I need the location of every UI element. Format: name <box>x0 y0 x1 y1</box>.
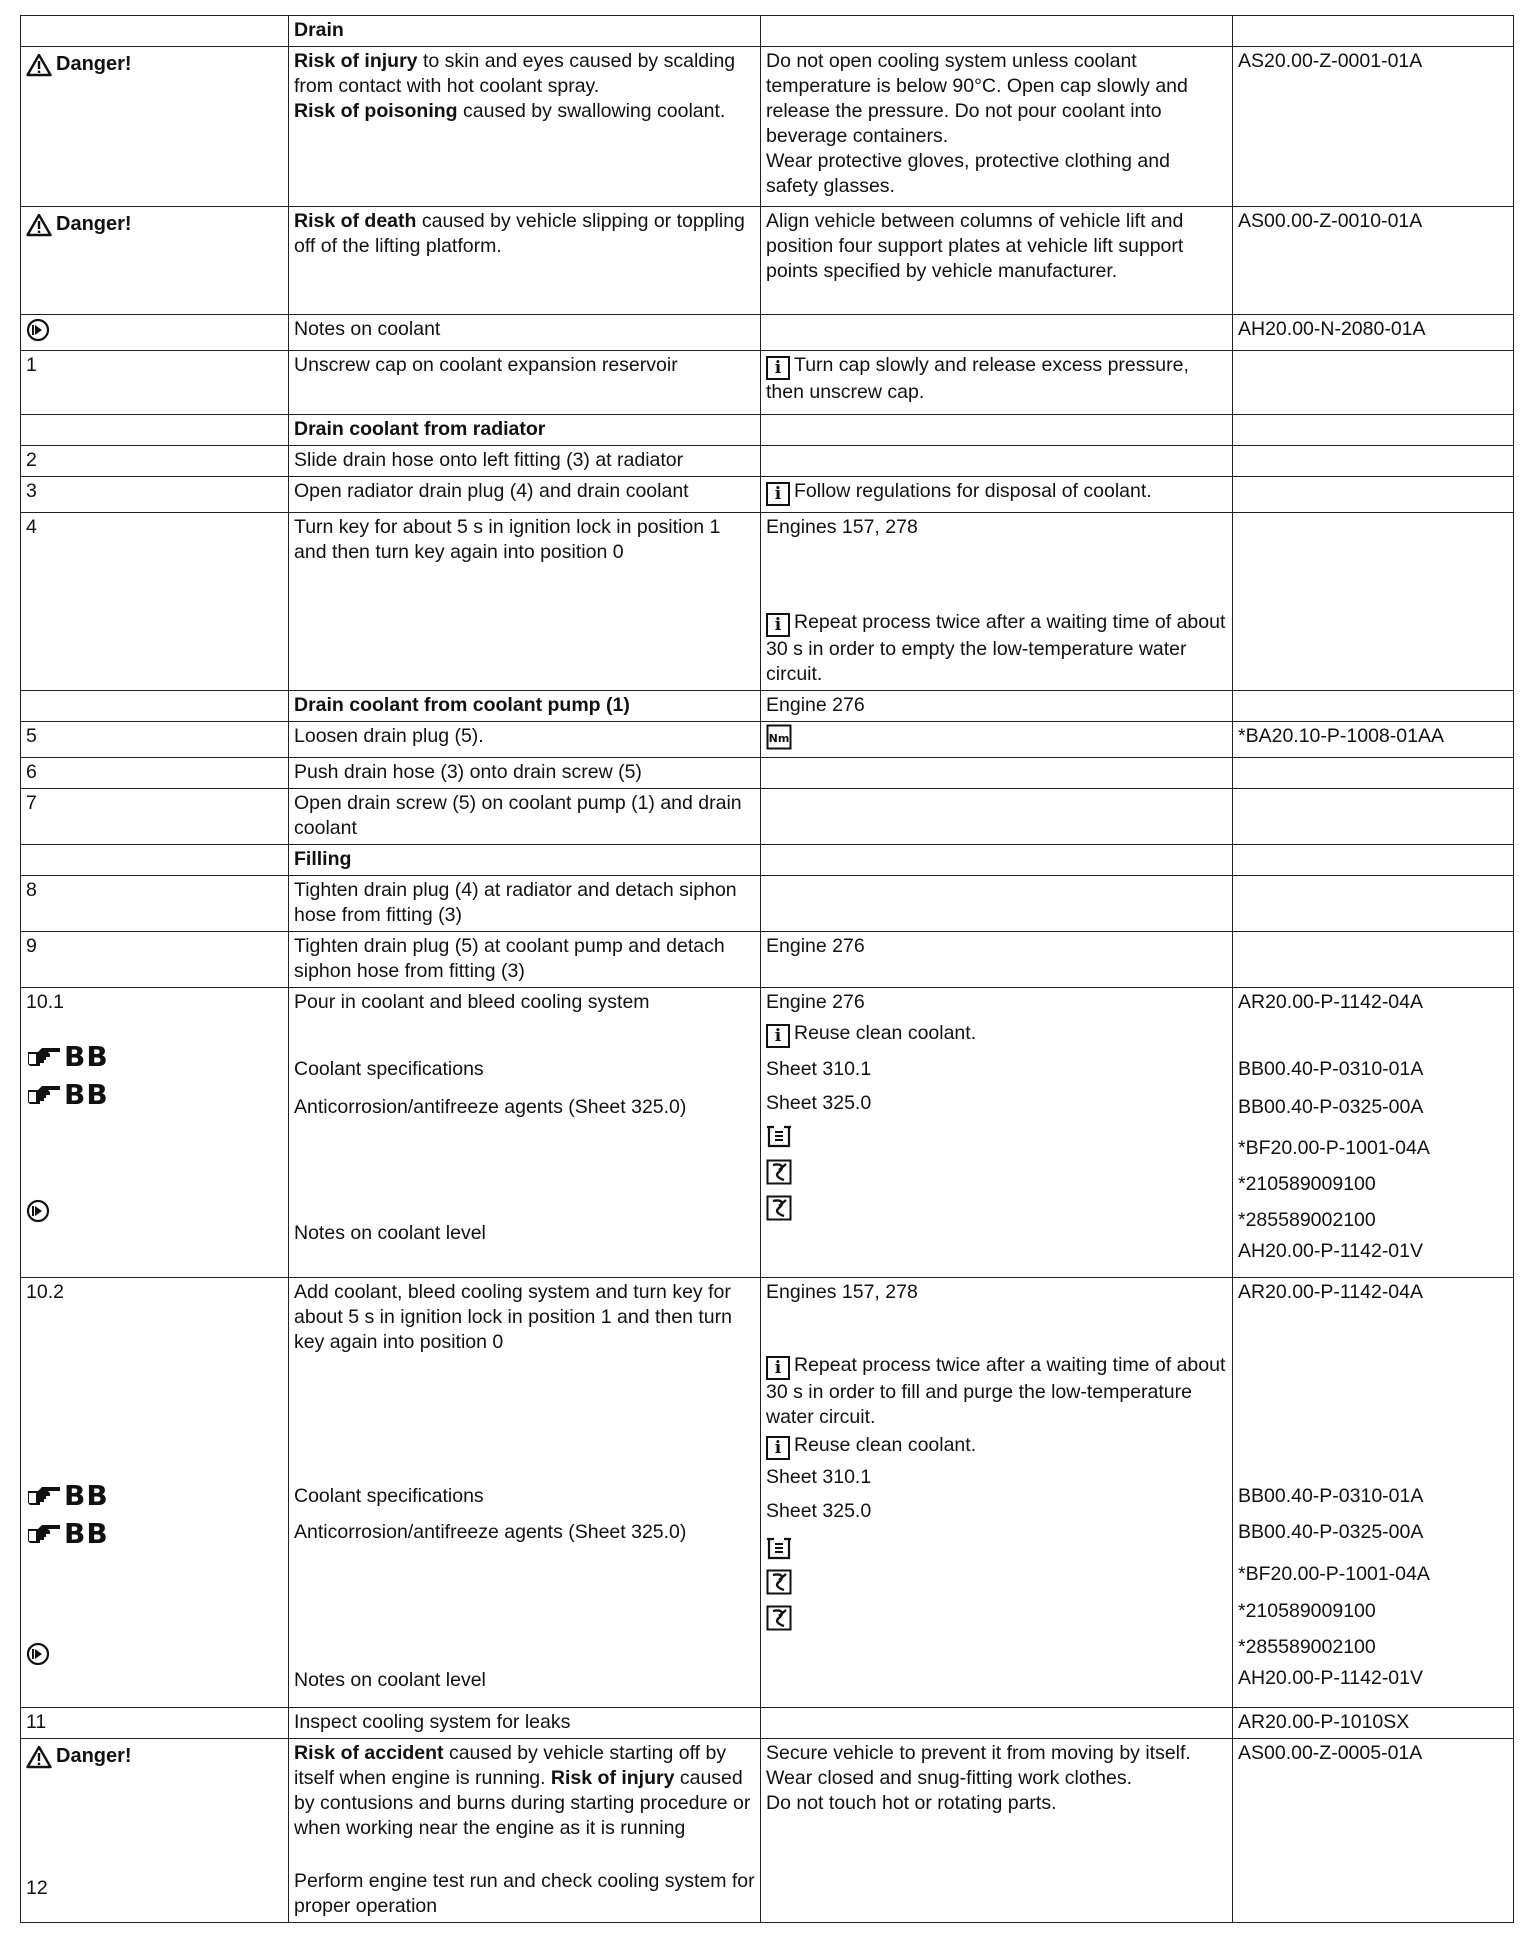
procedure-document <box>20 15 1513 1923</box>
ref-link[interactable]: AH20.00-N-2080-01A <box>1238 318 1426 340</box>
step-number: 2 <box>26 449 37 471</box>
bb-reference[interactable]: BB <box>26 1040 109 1074</box>
ref-link[interactable]: *BF20.00-P-1001-04A <box>1238 1137 1430 1159</box>
section-heading: Filling <box>289 845 761 876</box>
fluid-container-icon <box>766 1535 792 1561</box>
procedure-table <box>20 15 1514 1923</box>
ref-link[interactable]: *BF20.00-P-1001-04A <box>1238 1563 1430 1585</box>
bb-reference[interactable]: BB <box>26 1517 109 1551</box>
table-row: 9 Tighten drain plug (5) at coolant pump and detach siphon hose from fitting (3) Engine 276 <box>21 932 1514 988</box>
warning-triangle-icon <box>26 53 52 77</box>
special-tool-icon <box>766 1195 792 1221</box>
danger-label: Danger! <box>26 52 132 77</box>
pointing-hand-icon <box>26 1483 62 1509</box>
table-row: 6 Push drain hose (3) onto drain screw (5) <box>21 758 1514 789</box>
step-number: 7 <box>26 792 37 814</box>
notes-arrow-icon <box>26 318 50 342</box>
step-number: 3 <box>26 480 37 502</box>
table-row <box>21 415 1514 446</box>
step-number: 4 <box>26 516 37 538</box>
table-row: Notes on coolant AH20.00-N-2080-01A <box>21 315 1514 351</box>
ref-link[interactable]: AS00.00-Z-0005-01A <box>1238 1742 1423 1764</box>
step-number: 9 <box>26 935 37 957</box>
ref-link[interactable]: BB00.40-P-0325-00A <box>1238 1521 1424 1543</box>
pointing-hand-icon <box>26 1521 62 1547</box>
table-row: Danger! Risk of injury to skin and eyes caused by scalding from contact with hot coolant spray. Risk of poisoning caused by swallowing coolant. Do not open cooling system unless coolant temperature is below 90°C. Open cap slowly and release the pressure. Do not pour coolant into beverage containers. Wear protective gloves, protective clothing and safety glasses. AS20.00-Z-0001-01A <box>21 47 1514 207</box>
bb-reference[interactable]: BB <box>26 1078 109 1112</box>
ref-link[interactable]: *210589009100 <box>1238 1600 1376 1622</box>
danger-label: Danger! <box>26 1744 132 1769</box>
info-icon: i <box>766 1356 790 1380</box>
notes-arrow-icon <box>26 1642 50 1666</box>
bb-reference[interactable]: BB <box>26 1479 109 1513</box>
special-tool-icon <box>766 1569 792 1595</box>
step-number: 10.1 <box>26 991 64 1013</box>
section-heading: Drain <box>289 16 761 47</box>
table-row: 10.2 BB BB Add coolant, bleed cooling system and turn key for about 5 s in ignition lock in position 1 and then turn key again into position 0 Coolant specifications Anticorrosion/antifreeze agents (Sheet 325.0) Notes on coolant level Engines 157, 278 i Repeat process twice after a waiting time of about 30 s in order to fill and purge the low-temperature water circuit. i Reuse clean coolant. Sheet 310.1 Sheet 325.0 AR20.00-P-1142-04A BB00.40-P-0310-01A BB00.40-P-0325-00A *BF20.00-P-1001-04A *210589009100 *285589002100 AH20.00-P-1142-01V <box>21 1278 1514 1708</box>
special-tool-icon <box>766 1159 792 1185</box>
step-number: 6 <box>26 761 37 783</box>
danger-label: Danger! <box>26 212 132 237</box>
step-number: 12 <box>26 1876 48 1899</box>
pointing-hand-icon <box>26 1082 62 1108</box>
table-row: 4 Turn key for about 5 s in ignition lock in position 1 and then turn key again into position 0 Engines 157, 278 i Repeat process twice after a waiting time of about 30 s in order to empty the low-temperature water circuit. <box>21 513 1514 691</box>
ref-link[interactable]: BB00.40-P-0310-01A <box>1238 1485 1424 1507</box>
ref-link[interactable]: BB00.40-P-0325-00A <box>1238 1096 1424 1118</box>
step-number: 1 <box>26 354 37 376</box>
ref-link[interactable]: AR20.00-P-1142-04A <box>1238 991 1424 1013</box>
ref-link[interactable]: *285589002100 <box>1238 1209 1376 1231</box>
notes-arrow-icon <box>26 1199 50 1223</box>
section-heading: Drain coolant from coolant pump (1) <box>289 691 761 722</box>
ref-link[interactable]: *210589009100 <box>1238 1173 1376 1195</box>
special-tool-icon <box>766 1605 792 1631</box>
info-icon: i <box>766 356 790 380</box>
ref-link[interactable]: AS20.00-Z-0001-01A <box>1238 50 1423 72</box>
table-row <box>21 16 1514 47</box>
table-row: 3 Open radiator drain plug (4) and drain coolant i Follow regulations for disposal of coolant. <box>21 477 1514 513</box>
table-row: 11 Inspect cooling system for leaks AR20.00-P-1010SX <box>21 1708 1514 1739</box>
ref-link[interactable]: AH20.00-P-1142-01V <box>1238 1667 1424 1689</box>
ref-link[interactable]: AR20.00-P-1142-04A <box>1238 1281 1424 1303</box>
table-row: 8 Tighten drain plug (4) at radiator and detach siphon hose from fitting (3) <box>21 876 1514 932</box>
ref-link[interactable]: *285589002100 <box>1238 1636 1376 1658</box>
table-row: 7 Open drain screw (5) on coolant pump (1) and drain coolant <box>21 789 1514 845</box>
svg-text:Nm: Nm <box>768 732 790 745</box>
pointing-hand-icon <box>26 1044 62 1070</box>
ref-link[interactable]: *BA20.10-P-1008-01AA <box>1238 725 1444 747</box>
info-icon: i <box>766 482 790 506</box>
ref-link[interactable]: AS00.00-Z-0010-01A <box>1238 210 1423 232</box>
table-row: 5 Loosen drain plug (5). Nm *BA20.10-P-1008-01AA <box>21 722 1514 758</box>
step-number: 10.2 <box>26 1281 64 1303</box>
info-icon: i <box>766 1024 790 1048</box>
step-number: 5 <box>26 725 37 747</box>
section-heading: Drain coolant from radiator <box>289 415 761 446</box>
ref-link[interactable]: AH20.00-P-1142-01V <box>1238 1240 1424 1262</box>
torque-icon <box>766 724 792 750</box>
info-icon: i <box>766 613 790 637</box>
step-number: 11 <box>26 1711 47 1733</box>
table-row: Danger! Risk of death caused by vehicle slipping or toppling off of the lifting platform. Align vehicle between columns of vehicle lift and position four support plates at vehicle lift support points specified by vehicle manufacturer. AS00.00-Z-0010-01A <box>21 207 1514 315</box>
ref-link[interactable]: BB00.40-P-0310-01A <box>1238 1058 1424 1080</box>
fluid-container-icon <box>766 1123 792 1149</box>
table-row: Drain coolant from coolant pump (1) Engine 276 <box>21 691 1514 722</box>
ref-link[interactable]: AR20.00-P-1010SX <box>1238 1711 1410 1733</box>
step-number: 8 <box>26 879 37 901</box>
table-row <box>21 845 1514 876</box>
warning-triangle-icon <box>26 213 52 237</box>
warning-triangle-icon <box>26 1745 52 1769</box>
table-row: 2 Slide drain hose onto left fitting (3) at radiator <box>21 446 1514 477</box>
table-row: 10.1 BB BB Pour in coolant and bleed cooling system Coolant specifications Anticorrosion/antifreeze agents (Sheet 325.0) Notes on coolant level Engine 276 i Reuse clean coolant. Sheet 310.1 Sheet 325.0 AR20.00-P-1142-04A BB00.40-P-0310-01A BB00.40-P-0325-00A *BF20.00-P-1001-04A *210589009100 *285589002100 AH20.00-P-1142-01V <box>21 988 1514 1278</box>
table-row: 1 Unscrew cap on coolant expansion reservoir i Turn cap slowly and release excess pressure, then unscrew cap. <box>21 351 1514 415</box>
table-row: Danger! 12 Risk of accident caused by vehicle starting off by itself when engine is running. Risk of injury caused by contusions and burns during starting procedure or when working near the engine as it is running Perform engine test run and check cooling system for proper operation Secure vehicle to prevent it from moving by itself. Wear closed and snug-fitting work clothes. Do not touch hot or rotating parts. AS00.00-Z-0005-01A <box>21 1739 1514 1923</box>
info-icon: i <box>766 1436 790 1460</box>
